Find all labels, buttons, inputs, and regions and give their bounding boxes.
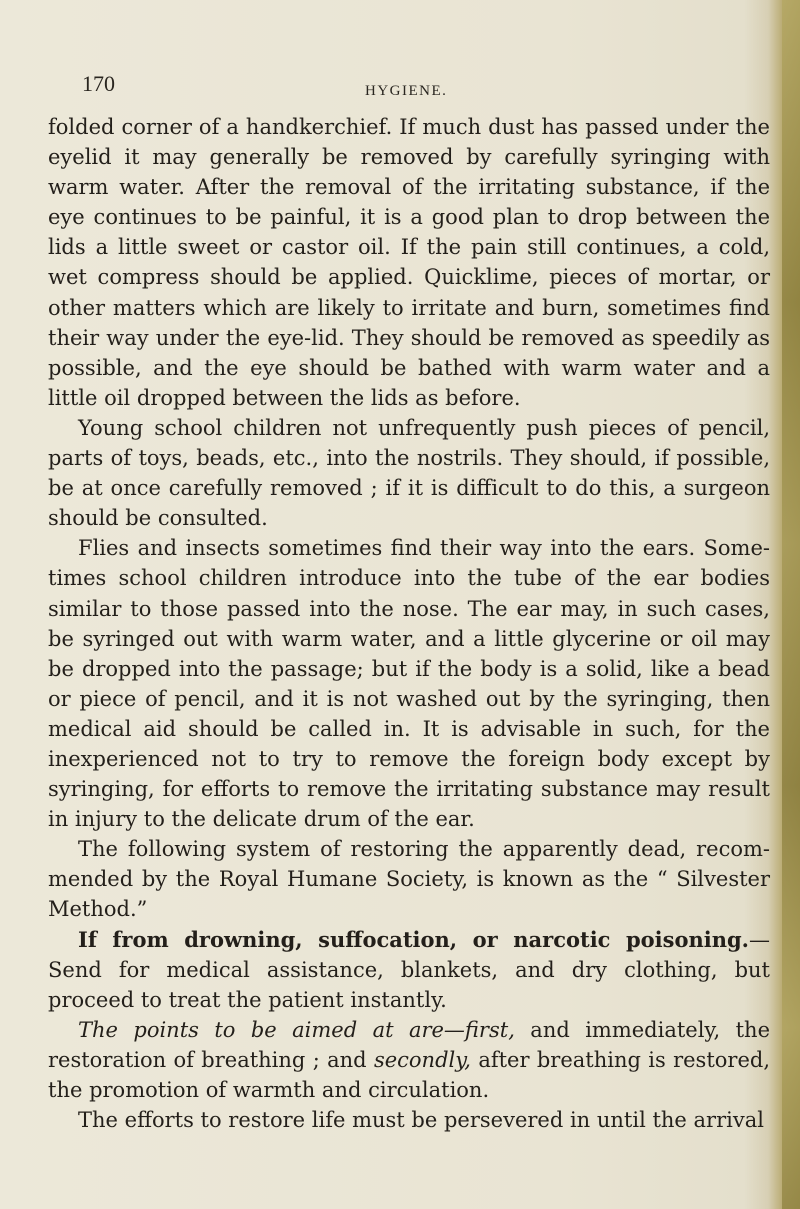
paragraph-drowning xyxy=(48,925,770,1015)
paragraph-silvester-method: The following system of restoring the apparently dead, recom-mended by the Royal Humane Society, is known as the “ Silvester Method.” xyxy=(48,837,770,922)
paragraph-points-aimed xyxy=(48,1015,770,1105)
paragraph-ears: Flies and insects sometimes find their way into the ears. Some-times school children introduce into the tube of the ear bodies similar to those passed into the nose. The ear may, in such cases, be syringed out with warm water, and a little glycerine or oil may be dropped into the passage; but if the body is a solid, like a bead or piece of pencil, and it is not washed out by the syringing, then medical aid should be called in. It is advisable in such, for the inexperienced not to try to remove the foreign body except by syringing, for efforts to remove the irritating substance may result in injury to the delicate drum of the ear. xyxy=(48,536,770,832)
drowning-instructions: —Send for medical assistance, blankets, and dry clothing, but proceed to treat the patient instantly. xyxy=(48,927,770,1012)
points-aimed-rest: after breathing is restored, the promotion of warmth and circulation. xyxy=(48,1047,770,1102)
page-number: 170 xyxy=(82,71,115,96)
paragraph-efforts: The efforts to restore life must be persevered in until the arrival xyxy=(78,1108,764,1133)
book-spine-edge xyxy=(782,0,800,1209)
page-header xyxy=(0,0,800,110)
drowning-heading: If from drowning, suffocation, or narcotic poisoning. xyxy=(78,926,749,952)
body-text xyxy=(48,112,770,1135)
points-aimed-text: and immediately, the restoration of breathing ; and xyxy=(48,1017,770,1072)
secondly-italic: secondly, xyxy=(373,1047,471,1072)
paragraph-nostrils: Young school children not unfrequently push pieces of pencil, parts of toys, beads, etc., into the nostrils. They should, if possible, be at once carefully removed ; if it is difficult to do this, a surgeon should be consulted. xyxy=(48,415,770,531)
running-head: HYGIENE. xyxy=(365,83,448,99)
paragraph-eye-continued: folded corner of a handkerchief. If much dust has passed under the eyelid it may generally be removed by carefully syringing with warm water. After the removal of the irritating substance, if the eye continues to be painful, it is a good plan to drop between the lids a little sweet or castor oil. If the pain still continues, a cold, wet compress should be applied. Quicklime, pieces of mortar, or other matters which are likely to irritate and burn, sometimes find their way under the eye-lid. They should be removed as speedily as possible, and the eye should be bathed with warm water and a little oil dropped between the lids as before. xyxy=(48,115,770,410)
points-aimed-italic: The points to be aimed at are—first, xyxy=(78,1017,515,1042)
